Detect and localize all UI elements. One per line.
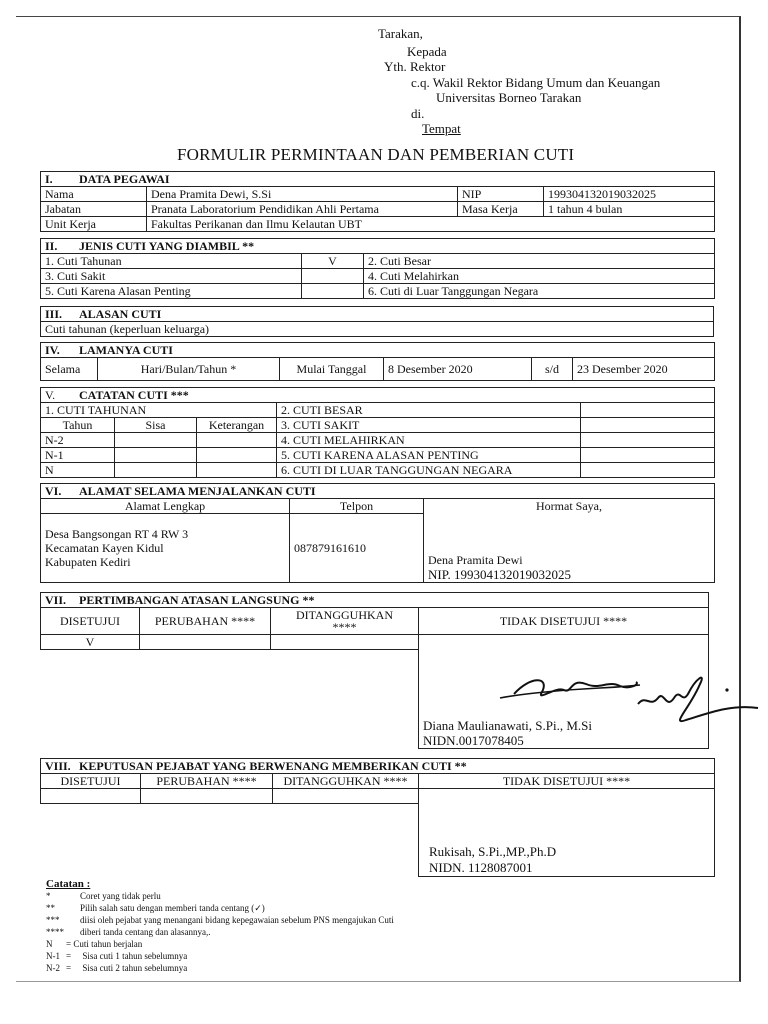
section-heading: DATA PEGAWAI <box>79 172 170 186</box>
col-tidak-disetujui: TIDAK DISETUJUI **** <box>419 608 709 635</box>
col-alamat-lengkap: Alamat Lengkap <box>41 499 290 514</box>
label-sd: s/d <box>532 358 573 381</box>
value-jabatan: Pranata Laboratorium Pendidikan Ahli Pertama <box>147 202 458 217</box>
catatan-item: 4. CUTI MELAHIRKAN <box>277 433 581 448</box>
section-jenis-cuti <box>40 238 715 299</box>
header-yth: Yth. Rektor <box>384 59 446 74</box>
col-sisa: Sisa <box>115 418 197 433</box>
label-jabatan: Jabatan <box>41 202 147 217</box>
catatan-row-label: N-2 <box>41 433 115 448</box>
applicant-nip: NIP. 199304132019032025 <box>428 567 572 582</box>
pejabat-name: Rukisah, S.Pi.,MP.,Ph.D <box>429 843 557 859</box>
jenis-cuti-option: 2. Cuti Besar <box>364 254 715 269</box>
header-univ: Universitas Borneo Tarakan <box>436 90 582 105</box>
col-tahun: Tahun <box>41 418 115 433</box>
section-heading: JENIS CUTI YANG DIAMBIL ** <box>79 239 255 253</box>
catatan-item: 5. CUTI KARENA ALASAN PENTING <box>277 448 581 463</box>
header-di: di. <box>411 106 425 121</box>
header-kepada: Kepada <box>407 44 447 59</box>
catatan-item: 2. CUTI BESAR <box>277 403 581 418</box>
section-catatan-cuti <box>40 387 715 478</box>
label-nip: NIP <box>458 187 544 202</box>
section-roman: VII. <box>45 593 67 607</box>
jenis-cuti-mark: V <box>302 254 364 269</box>
catatan-notes <box>46 878 394 974</box>
note-line: N-1 = Sisa cuti 1 tahun sebelumnya <box>46 951 188 961</box>
header-tempat: Tempat <box>422 121 461 136</box>
col-telpon: Telpon <box>290 499 424 514</box>
note-line: **** diberi tanda centang dan alasannya,. <box>46 927 211 937</box>
hormat-saya: Hormat Saya, <box>536 499 602 513</box>
value-end-date: 23 Desember 2020 <box>573 358 715 381</box>
section-roman: II. <box>45 239 58 253</box>
catatan-tahunan-label: 1. CUTI TAHUNAN <box>41 403 277 418</box>
address-line: Desa Bangsongan RT 4 RW 3 <box>45 527 189 541</box>
form-title: FORMULIR PERMINTAAN DAN PEMBERIAN CUTI <box>177 145 575 164</box>
note-line: N-2 = Sisa cuti 2 tahun sebelumnya <box>46 963 188 973</box>
section-roman: IV. <box>45 343 60 357</box>
notes-heading: Catatan : <box>46 878 91 890</box>
section-heading: PERTIMBANGAN ATASAN LANGSUNG ** <box>79 593 315 607</box>
value-masa-kerja: 1 tahun 4 bulan <box>544 202 715 217</box>
section-roman: VI. <box>45 484 62 498</box>
section-alasan-cuti <box>40 306 714 337</box>
value-nip: 199304132019032025 <box>544 187 715 202</box>
jenis-cuti-option: 5. Cuti Karena Alasan Penting <box>41 284 302 299</box>
section-data-pegawai <box>40 171 715 232</box>
col-ditangguhkan: DITANGGUHKAN **** <box>273 774 419 789</box>
catatan-item: 6. CUTI DI LUAR TANGGUNGAN NEGARA <box>277 463 581 478</box>
label-selama: Selama <box>41 358 98 381</box>
section-lamanya-cuti <box>40 342 715 381</box>
label-nama: Nama <box>41 187 147 202</box>
label-masa-kerja: Masa Kerja <box>458 202 544 217</box>
atasan-nidn: NIDN.0017078405 <box>423 732 524 748</box>
value-start-date: 8 Desember 2020 <box>384 358 532 381</box>
col-perubahan: PERUBAHAN **** <box>140 608 271 635</box>
phone-number: 087879161610 <box>290 514 424 583</box>
col-keterangan: Keterangan <box>197 418 277 433</box>
note-line: ** Pilih salah satu dengan memberi tanda centang (✓) <box>46 903 265 913</box>
value-satuan: Hari/Bulan/Tahun * <box>98 358 280 381</box>
label-unit-kerja: Unit Kerja <box>41 217 147 232</box>
label-mulai-tanggal: Mulai Tanggal <box>280 358 384 381</box>
jenis-cuti-option: 1. Cuti Tahunan <box>41 254 302 269</box>
section-keputusan-pejabat <box>40 758 715 877</box>
alasan-cuti-text: Cuti tahunan (keperluan keluarga) <box>41 322 714 337</box>
address-line: Kabupaten Kediri <box>45 555 131 569</box>
signature-atasan <box>490 664 760 744</box>
mark-disetujui: V <box>41 635 140 650</box>
jenis-cuti-option: 3. Cuti Sakit <box>41 269 302 284</box>
jenis-cuti-mark <box>302 269 364 284</box>
jenis-cuti-option: 4. Cuti Melahirkan <box>364 269 715 284</box>
header-cq: c.q. Wakil Rektor Bidang Umum dan Keuangan <box>411 75 661 90</box>
catatan-row-label: N-1 <box>41 448 115 463</box>
col-disetujui: DISETUJUI <box>41 774 141 789</box>
atasan-name: Diana Maulianawati, S.Pi., M.Si <box>423 717 592 733</box>
col-disetujui: DISETUJUI <box>41 608 140 635</box>
section-heading: ALASAN CUTI <box>79 307 162 321</box>
catatan-item: 3. CUTI SAKIT <box>277 418 581 433</box>
section-heading: ALAMAT SELAMA MENJALANKAN CUTI <box>79 484 316 498</box>
jenis-cuti-mark <box>302 284 364 299</box>
catatan-row-label: N <box>41 463 115 478</box>
value-nama: Dena Pramita Dewi, S.Si <box>147 187 458 202</box>
jenis-cuti-option: 6. Cuti di Luar Tanggungan Negara <box>364 284 715 299</box>
section-roman: V. <box>45 388 56 402</box>
value-unit-kerja: Fakultas Perikanan dan Ilmu Kelautan UBT <box>147 217 715 232</box>
section-roman: III. <box>45 307 63 321</box>
section-heading: KEPUTUSAN PEJABAT YANG BERWENANG MEMBERIKAN CUTI ** <box>79 759 467 773</box>
pejabat-nidn: NIDN. 1128087001 <box>429 859 533 875</box>
col-ditangguhkan-stars: **** <box>332 620 357 634</box>
note-line: N = Cuti tahun berjalan <box>46 939 143 949</box>
section-heading: LAMANYA CUTI <box>79 343 173 357</box>
col-ditangguhkan: DITANGGUHKAN <box>295 608 394 622</box>
note-line: * Coret yang tidak perlu <box>46 891 161 901</box>
section-heading: CATATAN CUTI *** <box>79 388 189 402</box>
note-line: *** diisi oleh pejabat yang menangani bidang kepegawaian sebelum PNS mengajukan Cuti <box>46 915 394 925</box>
section-roman: VIII. <box>45 759 71 773</box>
col-tidak-disetujui: TIDAK DISETUJUI **** <box>419 774 715 789</box>
section-roman: I. <box>45 172 53 186</box>
applicant-name: Dena Pramita Dewi <box>428 553 523 567</box>
header-place: Tarakan, <box>378 26 423 41</box>
col-perubahan: PERUBAHAN **** <box>141 774 273 789</box>
address-line: Kecamatan Kayen Kidul <box>45 541 164 555</box>
section-alamat-cuti <box>40 483 715 583</box>
